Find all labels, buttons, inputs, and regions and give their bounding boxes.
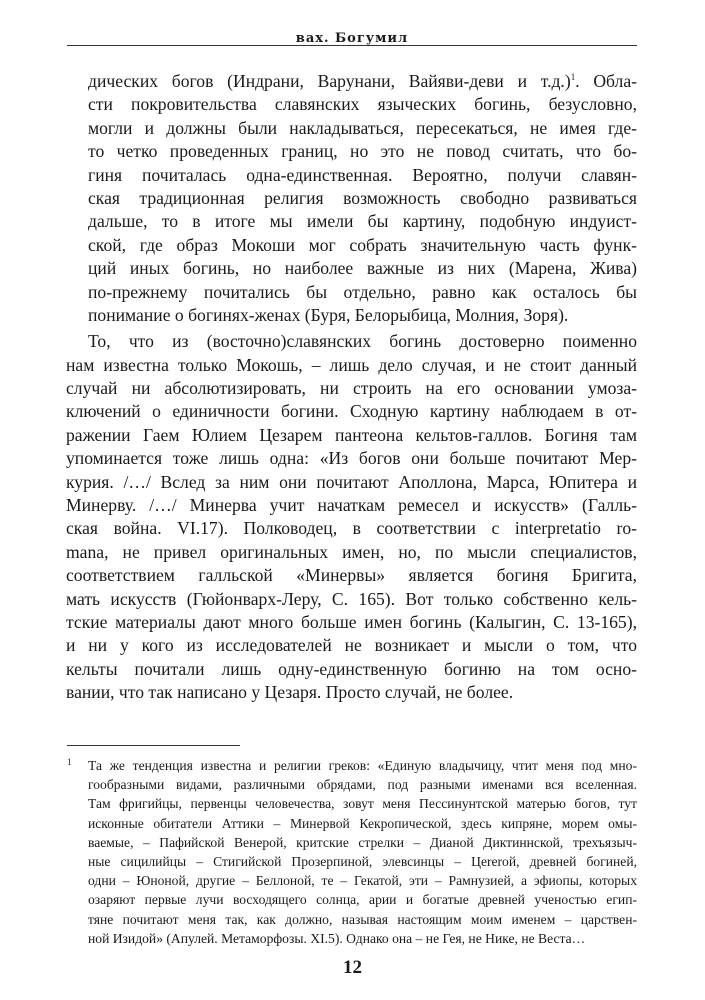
text-line: тские материалы дают много больше имен богинь (Калыгин, С. 13-165), — [66, 611, 637, 632]
text-line: дальше, то в итоге мы имели бы картину, подобную индуист- — [88, 211, 637, 232]
main-text — [66, 70, 638, 705]
text-line: mana, не привел оригинальных имен, но, по мысли специалистов, — [66, 541, 637, 562]
text-line: курия. /…/ Вслед за ним они почитают Аполлона, Марса, Юпитера и — [66, 471, 637, 492]
page-number: 12 — [343, 957, 362, 978]
text-line: ключений о единичности богини. Сходную картину наблюдаем в от- — [66, 401, 637, 422]
text-line: ская война. VI.17). Полководец, в соответствии с interpretatio ro- — [66, 518, 637, 539]
text-line: ражении Гаем Юлием Цезарем пантеона кельтов-галлов. Богиня там — [66, 424, 637, 445]
footnote — [67, 756, 637, 948]
paragraph-2 — [66, 330, 637, 704]
text-line: Та же тенденция известна и религии греков: «Единую владычицу, чтит меня под мно- — [88, 758, 637, 773]
line-text: дических богов (Индрани, Варунани, Вайяви-деви и т.д.) — [88, 71, 571, 91]
text-line: случай ни абсолютизировать, ни строить на его основании умоза- — [66, 378, 637, 399]
text-line: кельты почитали лишь одну-единственную богиню на том осно- — [66, 658, 637, 679]
text-line: и ни у кого из исследователей не возникает и мысли о том, что — [66, 635, 637, 656]
text-line: ская традиционная религия возможность свободно развиваться — [88, 187, 637, 208]
text-line: ной Изидой» (Апулей. Метаморфозы. XI.5). Однако она – не Гея, не Нике, не Веста… — [88, 930, 586, 946]
footnote-lines — [88, 756, 637, 948]
text-line: сти покровительства славянских языческих богинь, безусловно, — [88, 94, 637, 115]
text-line: одни – Юноной, другие – Беллоной, те – Гекатой, эти – Рамнузией, а эфиопы, которых — [88, 873, 637, 889]
text-line: нам известна только Мокошь, – лишь дело случая, и не стоит данный — [66, 354, 637, 375]
text-line — [88, 70, 637, 93]
text-line: могли и должны были накладываться, пересекаться, не имея где- — [88, 117, 637, 138]
text-line: Там фригийцы, первенцы человечества, зовут меня Пессинунтской матерью богов, тут — [88, 796, 637, 812]
text-line: вании, что так написано у Цезаря. Просто случай, не более. — [66, 682, 514, 703]
footnote-mark: 1 — [67, 757, 72, 767]
line-tail: . Обла- — [575, 71, 638, 91]
text-line: соответствием галльской «Минервы» является богиня Бригита, — [66, 565, 637, 586]
text-line: Минерву. /…/ Минерва учит начаткам ремесел и искусств» (Галль- — [66, 495, 637, 516]
text-line: то четко проведенных границ, но это не повод считать, что бо- — [88, 141, 637, 162]
text-line: упоминается тоже лишь одна: «Из богов они больше почитают Мер- — [66, 448, 637, 469]
text-line: ваемые, – Пафийской Венерой, критские стрелки – Дианой Диктиннской, трехъязыч- — [88, 834, 637, 850]
text-line: гиня почиталась одна-единственная. Вероятно, получи славян- — [88, 164, 637, 185]
footnote-divider — [67, 745, 240, 746]
text-line: гообразными видами, различными обрядами, под разными именами вся вселенная. — [88, 777, 637, 793]
text-line: ций иных богинь, но наиболее важные из них (Марена, Жива) — [88, 258, 637, 279]
paragraph-1 — [88, 70, 637, 327]
running-header — [67, 27, 637, 46]
text-line: То, что из (восточно)славянских богинь достоверно поименно — [88, 331, 637, 352]
text-line: тяне почитают меня так, как должно, называя настоящим моим именем – царствен- — [88, 911, 637, 927]
text-line: по-прежнему почитались бы отдельно, равно как осталось бы — [88, 281, 637, 302]
text-line: мать искусств (Гюйонварх-Леру, С. 165). Вот только собственно кель- — [66, 588, 637, 609]
text-line: озаряют первые лучи восходящего солнца, арии и богатые древней ученостью егип- — [88, 892, 637, 908]
text-line: ные сицилийцы – Стигийской Прозерпиной, элевсинцы – Цererой, древней богиней, — [88, 853, 637, 869]
text-line: исконные обитатели Аттики – Минервой Кекропической, здесь кипряне, морем омы- — [88, 815, 637, 831]
footnote-ref[interactable]: 1 — [570, 72, 576, 82]
text-line: ской, где образ Мокоши мог собрать значительную часть функ- — [88, 234, 637, 255]
running-title: вах. Богумил — [295, 31, 409, 46]
text-line: понимание о богинях-женах (Буря, Белорыбица, Молния, Зоря). — [88, 304, 569, 325]
